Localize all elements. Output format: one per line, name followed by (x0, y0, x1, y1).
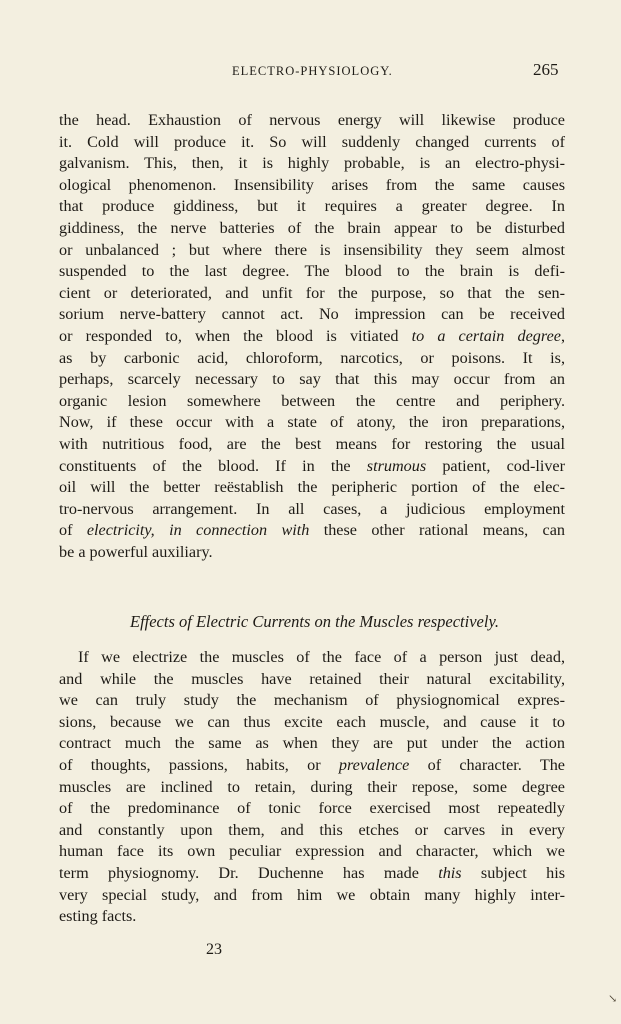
text-line: we can truly study the mechanism of physiognomical expres- (59, 691, 565, 710)
text-line: as by carbonic acid, chloroform, narcotics, or poisons. It is, (59, 348, 565, 367)
text-line: perhaps, scarcely necessary to say that this may occur from an (59, 370, 565, 389)
text-line: and constantly upon them, and this etches or carves in every (59, 820, 565, 839)
corner-arrow-icon: ↘ (608, 993, 618, 1005)
text-line: oil will the better reëstablish the peripheric portion of the elec- (59, 478, 565, 497)
text-line: suspended to the last degree. The blood to the brain is defi- (59, 262, 565, 281)
signature-mark: 23 (206, 941, 222, 958)
text-line: cient or deteriorated, and unfit for the purpose, so that the sen- (59, 283, 565, 302)
text-line: and while the muscles have retained their natural excitability, (59, 669, 565, 688)
text-line: that produce giddiness, but it requires a greater degree. In (59, 197, 565, 216)
text-line: tro-nervous arrangement. In all cases, a judicious employment (59, 499, 565, 518)
paragraph-exhaustion (59, 110, 565, 563)
page-number: 265 (533, 60, 559, 79)
text-line: galvanism. This, then, it is highly probable, is an electro-physi- (59, 154, 565, 173)
text-line: constituents of the blood. If in the strumous patient, cod-liver (59, 456, 565, 475)
text-line: contract much the same as when they are put under the action (59, 734, 565, 753)
text-line: organic lesion somewhere between the centre and periphery. (59, 391, 565, 410)
text-line: or responded to, when the blood is vitiated to a certain degree, (59, 326, 565, 345)
running-head (0, 60, 621, 84)
text-line: giddiness, the nerve batteries of the brain appear to be disturbed (59, 218, 565, 237)
text-line: the head. Exhaustion of nervous energy will likewise produce (59, 111, 565, 129)
text-line: sions, because we can thus excite each muscle, and cause it to (59, 712, 565, 731)
paragraph-muscles (59, 647, 565, 928)
text-line: Now, if these occur with a state of atony, the iron preparations, (59, 413, 565, 432)
text-line: of the predominance of tonic force exercised most repeatedly (59, 799, 565, 818)
text-line: be a powerful auxiliary. (59, 542, 213, 561)
text-line: it. Cold will produce it. So will suddenly changed currents of (59, 132, 565, 151)
text-line: with nutritious food, are the best means for restoring the usual (59, 434, 565, 453)
text-line: If we electrize the muscles of the face of a person just dead, (78, 648, 565, 666)
text-line: ological phenomenon. Insensibility arises from the same causes (59, 175, 565, 194)
text-line: human face its own peculiar expression and character, which we (59, 842, 565, 861)
text-line: very special study, and from him we obtain many highly inter- (59, 885, 565, 904)
text-line: or unbalanced ; but where there is insensibility they seem almost (59, 240, 565, 259)
text-line: of electricity, in connection with these other rational means, can (59, 521, 566, 540)
text-line: term physiognomy. Dr. Duchenne has made this subject his (59, 863, 565, 882)
section-heading-text: Effects of Electric Currents on the Muscles respectively. (129, 612, 499, 631)
section-heading (0, 612, 621, 632)
text-line: esting facts. (59, 907, 137, 926)
running-head-title: ELECTRO-PHYSIOLOGY. (232, 64, 393, 78)
text-line: muscles are inclined to retain, during their repose, some degree (59, 777, 565, 796)
text-line: of thoughts, passions, habits, or prevalence of character. The (59, 755, 565, 774)
text-line: sorium nerve-battery cannot act. No impression can be received (59, 305, 565, 324)
